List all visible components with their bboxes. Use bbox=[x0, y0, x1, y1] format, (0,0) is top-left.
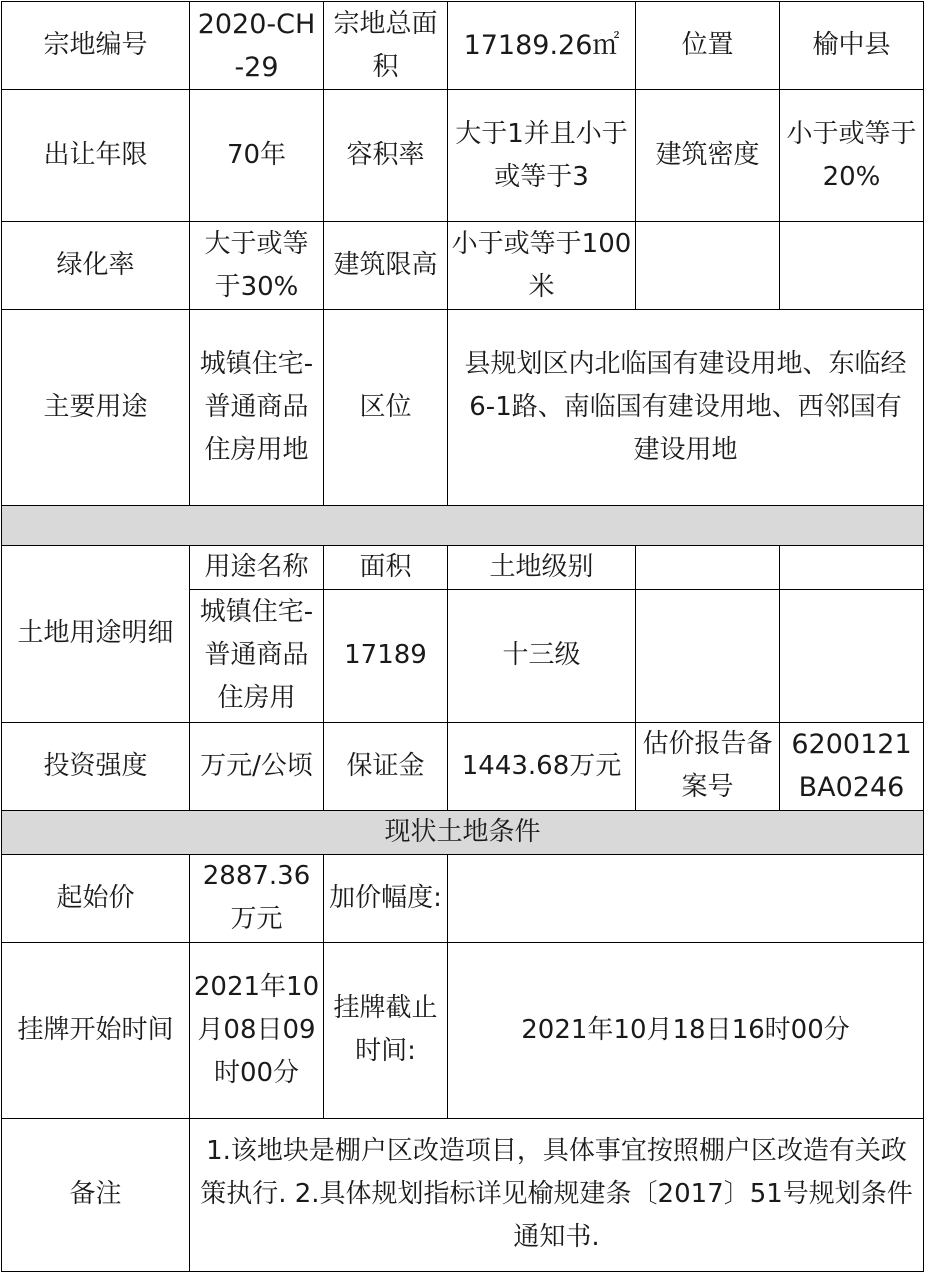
table-row bbox=[2, 90, 924, 222]
empty-cell bbox=[780, 546, 924, 590]
use-name-value: 城镇住宅-普通商品住房用 bbox=[190, 590, 324, 722]
building-density-value: 小于或等于20% bbox=[780, 90, 924, 222]
deposit-value: 1443.68万元 bbox=[448, 722, 636, 810]
investment-value: 万元/公顷 bbox=[190, 722, 324, 810]
increment-value bbox=[448, 854, 924, 942]
land-parcel-table bbox=[1, 1, 924, 1272]
listing-start-value: 2021年10月08日09时00分 bbox=[190, 942, 324, 1118]
start-price-label: 起始价 bbox=[2, 854, 190, 942]
plot-ratio-value: 大于1并且小于或等于3 bbox=[448, 90, 636, 222]
green-rate-label: 绿化率 bbox=[2, 222, 190, 310]
table-row bbox=[2, 1118, 924, 1271]
area-header: 面积 bbox=[324, 546, 448, 590]
total-area-label: 宗地总面积 bbox=[324, 2, 448, 90]
parcel-number-value: 2020-CH-29 bbox=[190, 2, 324, 90]
increment-label: 加价幅度: bbox=[324, 854, 448, 942]
main-use-value: 城镇住宅-普通商品住房用地 bbox=[190, 310, 324, 506]
plot-ratio-label: 容积率 bbox=[324, 90, 448, 222]
start-price-value: 2887.36万元 bbox=[190, 854, 324, 942]
table-row bbox=[2, 310, 924, 506]
remarks-label: 备注 bbox=[2, 1118, 190, 1271]
current-land-condition-header: 现状土地条件 bbox=[2, 810, 924, 854]
use-name-header: 用途名称 bbox=[190, 546, 324, 590]
land-grade-value: 十三级 bbox=[448, 590, 636, 722]
section-divider bbox=[2, 506, 924, 546]
empty-cell bbox=[780, 222, 924, 310]
listing-end-label: 挂牌截止时间: bbox=[324, 942, 448, 1118]
zone-label: 区位 bbox=[324, 310, 448, 506]
table-row bbox=[2, 222, 924, 310]
listing-end-value: 2021年10月18日16时00分 bbox=[448, 942, 924, 1118]
empty-cell bbox=[636, 590, 780, 722]
investment-label: 投资强度 bbox=[2, 722, 190, 810]
appraisal-label: 估价报告备案号 bbox=[636, 722, 780, 810]
table-row bbox=[2, 546, 924, 590]
remarks-value: 1.该地块是棚户区改造项目，具体事宜按照棚户区改造有关政策执行. 2.具体规划指标详见榆规建条〔2017〕51号规划条件通知书. bbox=[190, 1118, 924, 1271]
land-use-detail-label: 土地用途明细 bbox=[2, 546, 190, 722]
area-value: 17189 bbox=[324, 590, 448, 722]
listing-start-label: 挂牌开始时间 bbox=[2, 942, 190, 1118]
location-value: 榆中县 bbox=[780, 2, 924, 90]
table-row bbox=[2, 506, 924, 546]
location-label: 位置 bbox=[636, 2, 780, 90]
empty-cell bbox=[636, 222, 780, 310]
land-grade-header: 土地级别 bbox=[448, 546, 636, 590]
table-row bbox=[2, 2, 924, 90]
empty-cell bbox=[636, 546, 780, 590]
height-limit-value: 小于或等于100米 bbox=[448, 222, 636, 310]
total-area-value: 17189.26㎡ bbox=[448, 2, 636, 90]
table-row bbox=[2, 810, 924, 854]
table-row bbox=[2, 942, 924, 1118]
term-value: 70年 bbox=[190, 90, 324, 222]
zone-value: 县规划区内北临国有建设用地、东临经6-1路、南临国有建设用地、西邻国有建设用地 bbox=[448, 310, 924, 506]
term-label: 出让年限 bbox=[2, 90, 190, 222]
appraisal-value: 6200121BA0246 bbox=[780, 722, 924, 810]
table-row bbox=[2, 854, 924, 942]
green-rate-value: 大于或等于30% bbox=[190, 222, 324, 310]
parcel-number-label: 宗地编号 bbox=[2, 2, 190, 90]
main-use-label: 主要用途 bbox=[2, 310, 190, 506]
empty-cell bbox=[780, 590, 924, 722]
height-limit-label: 建筑限高 bbox=[324, 222, 448, 310]
table-row bbox=[2, 722, 924, 810]
deposit-label: 保证金 bbox=[324, 722, 448, 810]
building-density-label: 建筑密度 bbox=[636, 90, 780, 222]
